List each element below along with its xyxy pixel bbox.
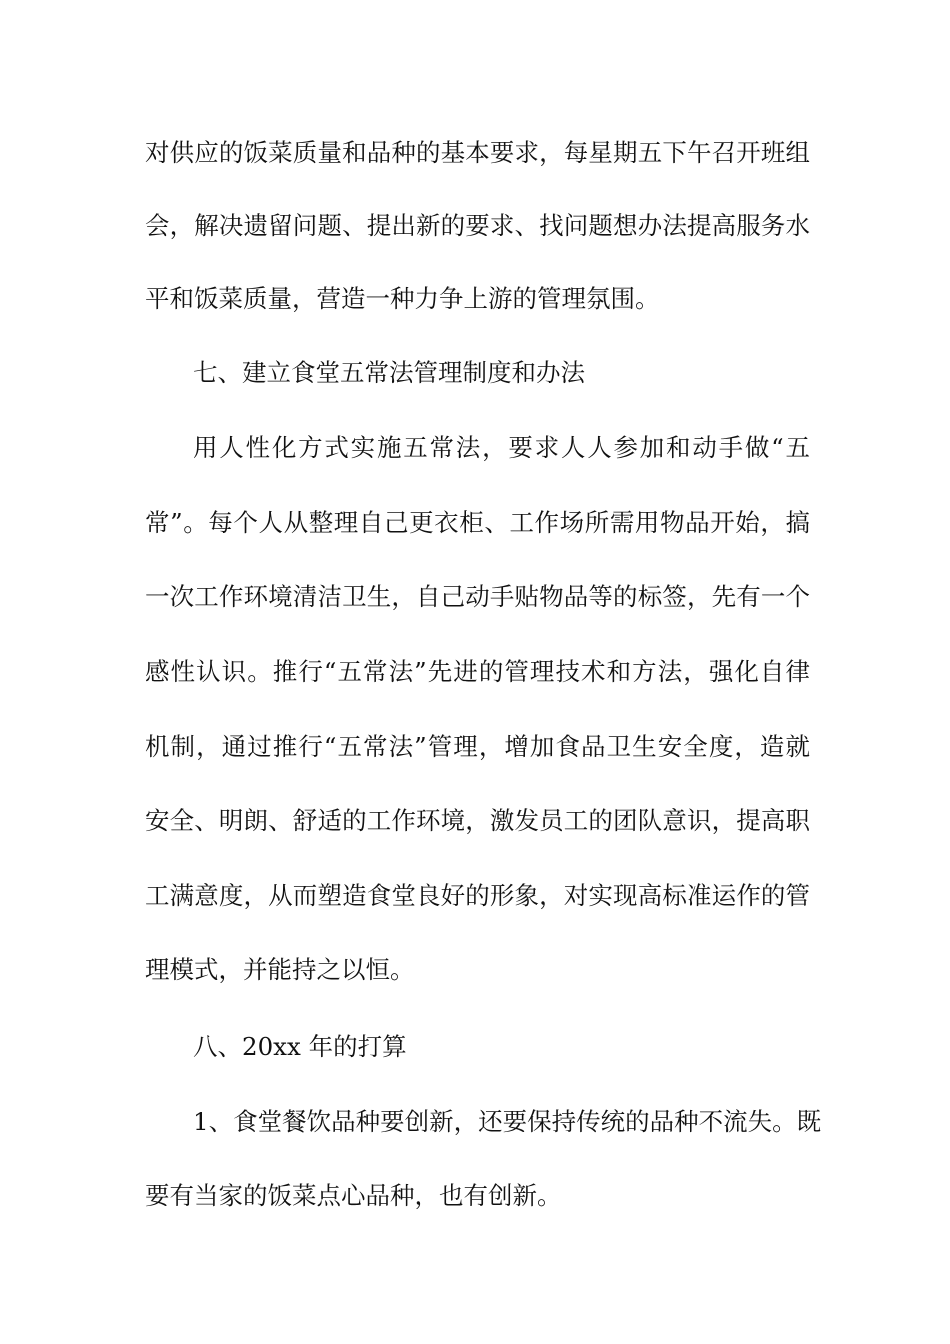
paragraph-line: 用人性化方式实施五常法，要求人人参加和动手做“五: [193, 433, 810, 462]
paragraph-line: 平和饭菜质量，营造一种力争上游的管理氛围。: [145, 284, 660, 313]
section-heading: 七、建立食堂五常法管理制度和办法: [193, 358, 585, 387]
section-heading: 八、20xx 年的打算: [193, 1032, 407, 1061]
paragraph-line: 要有当家的饭菜点心品种，也有创新。: [145, 1181, 562, 1210]
paragraph-line: 安全、明朗、舒适的工作环境，激发员工的团队意识，提高职: [145, 806, 810, 835]
paragraph-line: 对供应的饭菜质量和品种的基本要求，每星期五下午召开班组: [145, 138, 810, 167]
paragraph-line: 工满意度，从而塑造食堂良好的形象，对实现高标准运作的管: [145, 881, 810, 910]
paragraph-line: 机制，通过推行“五常法”管理，增加食品卫生安全度，造就: [145, 732, 810, 761]
paragraph-line: 常”。每个人从整理自己更衣柜、工作场所需用物品开始，搞: [145, 508, 810, 537]
paragraph-line: 理模式，并能持之以恒。: [145, 955, 415, 984]
paragraph-line: 一次工作环境清洁卫生，自己动手贴物品等的标签，先有一个: [145, 582, 810, 611]
paragraph-line: 会，解决遗留问题、提出新的要求、找问题想办法提高服务水: [145, 211, 810, 240]
paragraph-line: 1、食堂餐饮品种要创新，还要保持传统的品种不流失。既: [193, 1107, 822, 1136]
paragraph-line: 感性认识。推行“五常法”先进的管理技术和方法，强化自律: [145, 657, 810, 686]
